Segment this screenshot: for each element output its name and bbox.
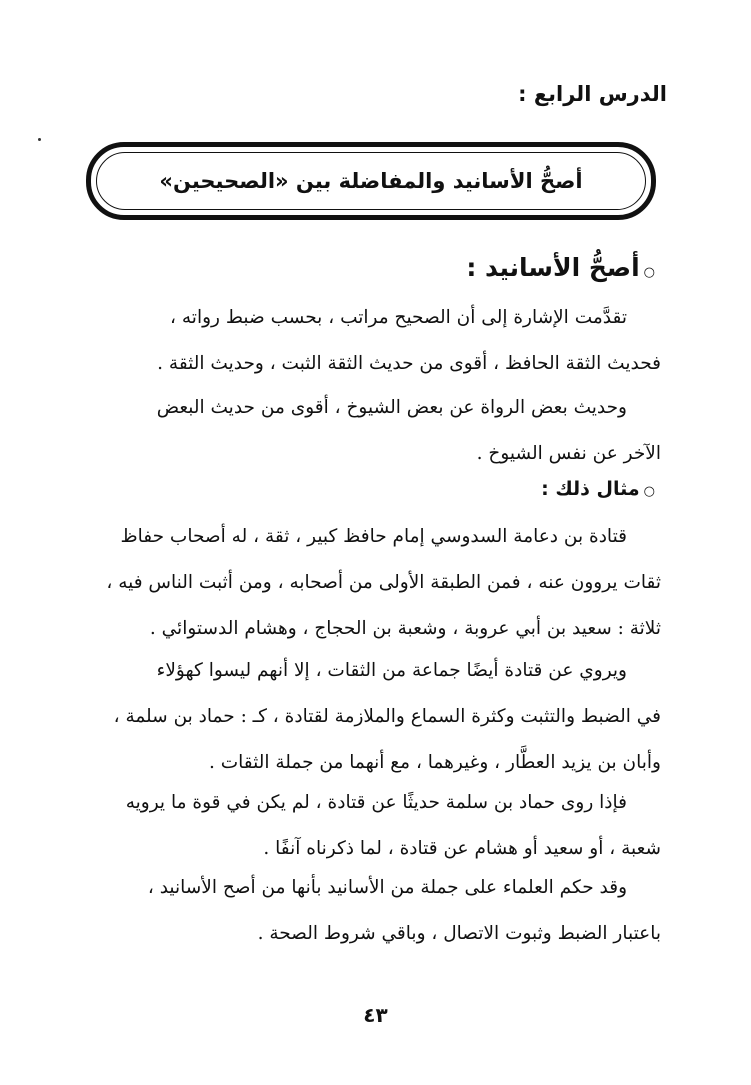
- text-line: ثلاثة : سعيد بن أبي عروبة ، وشعبة بن الحجاج ، وهشام الدستوائي .: [149, 618, 661, 639]
- text-line: الآخر عن نفس الشيوخ .: [476, 443, 661, 464]
- text-line: فحديث الثقة الحافظ ، أقوى من حديث الثقة الثبت ، وحديث الثقة .: [157, 353, 661, 374]
- text-line: باعتبار الضبط وثبوت الاتصال ، وباقي شروط الصحة .: [257, 923, 661, 944]
- paragraph: [90, 780, 661, 872]
- paragraph: [90, 648, 661, 786]
- title-frame: [86, 142, 656, 220]
- lesson-title: أصحُّ الأسانيد والمفاضلة بين «الصحيحين»: [159, 169, 583, 193]
- section-heading-example: [541, 478, 655, 500]
- text-line: قتادة بن دعامة السدوسي إمام حافظ كبير ، ثقة ، له أصحاب حفاظ: [120, 526, 627, 547]
- paragraph: [90, 865, 661, 957]
- section-heading-best-chains: [466, 253, 655, 282]
- paragraph: [90, 514, 661, 652]
- text-line: وحديث بعض الرواة عن بعض الشيوخ ، أقوى من حديث البعض: [156, 397, 627, 418]
- paragraph: [90, 385, 661, 477]
- paragraph: [90, 295, 661, 387]
- text-line: وقد حكم العلماء على جملة من الأسانيد بأنها من أصح الأسانيد ،: [147, 877, 627, 898]
- heading-text: مثال ذلك :: [541, 478, 640, 500]
- text-line: تقدَّمت الإشارة إلى أن الصحيح مراتب ، بحسب ضبط رواته ،: [170, 307, 627, 328]
- heading-text: أصحُّ الأسانيد :: [466, 253, 640, 282]
- scan-speck: [38, 138, 41, 141]
- text-line: ثقات يروون عنه ، فمن الطبقة الأولى من أصحابه ، ومن أثبت الناس فيه ،: [106, 572, 661, 593]
- text-line: شعبة ، أو سعيد أو هشام عن قتادة ، لما ذكرناه آنفًا .: [263, 838, 661, 859]
- text-line: وأبان بن يزيد العطَّار ، وغيرهما ، مع أنهما من جملة الثقات .: [208, 752, 661, 773]
- page-number: ٤٣: [363, 1003, 388, 1027]
- circle-bullet-icon: ○: [643, 265, 655, 280]
- text-line: ويروي عن قتادة أيضًا جماعة من الثقات ، إلا أنهم ليسوا كهؤلاء: [156, 660, 627, 681]
- text-line: في الضبط والتثبت وكثرة السماع والملازمة لقتادة ، كـ : حماد بن سلمة ،: [113, 706, 661, 727]
- text-line: فإذا روى حماد بن سلمة حديثًا عن قتادة ، لم يكن في قوة ما يرويه: [125, 792, 627, 813]
- circle-bullet-icon: ○: [643, 484, 655, 499]
- lesson-label: الدرس الرابع :: [518, 82, 667, 106]
